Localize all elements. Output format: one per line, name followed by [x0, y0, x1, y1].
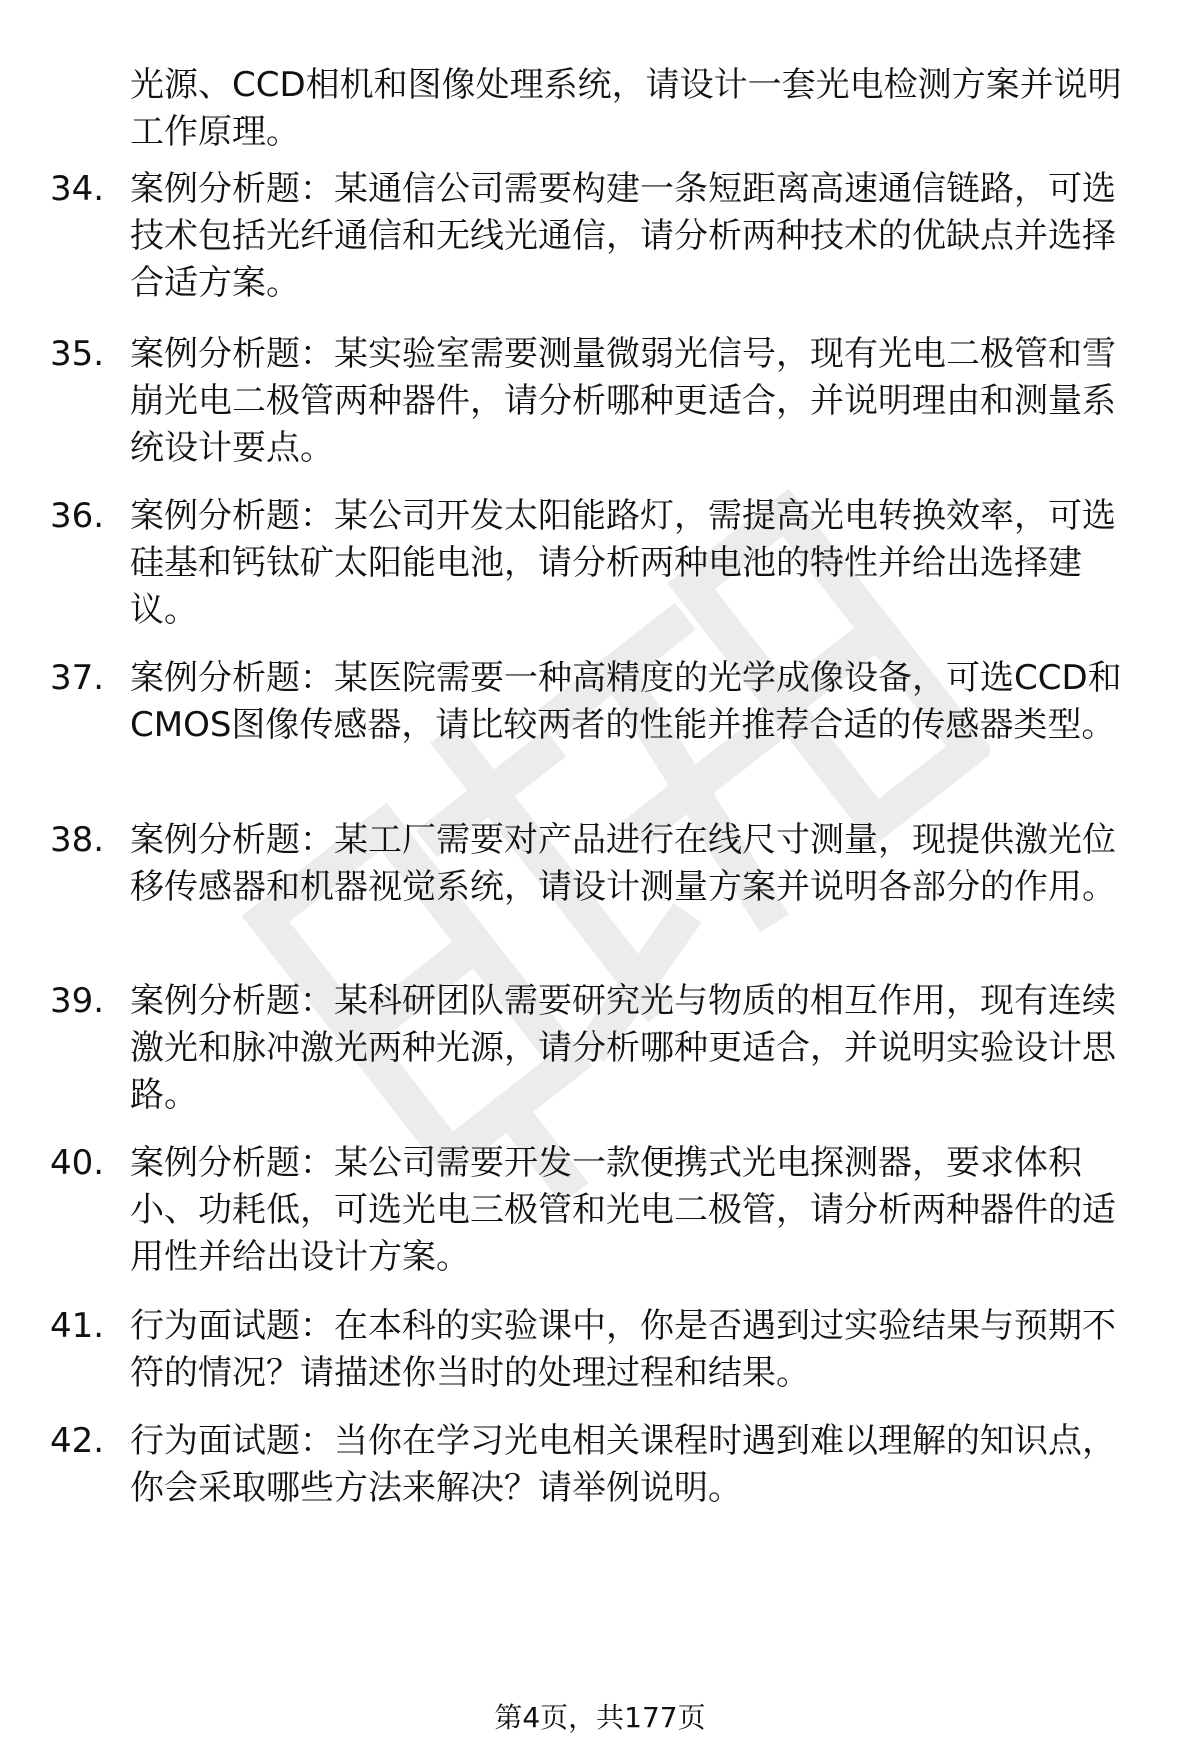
question-number: 38. — [50, 820, 105, 860]
question-number: 39. — [50, 981, 105, 1021]
question-number: 34. — [50, 169, 105, 209]
question-text: 行为面试题：在本科的实验课中，你是否遇到过实验结果与预期不符的情况？请描述你当时的处理过程和结果。 — [130, 1306, 1116, 1393]
question-text: 案例分析题：某工厂需要对产品进行在线尺寸测量，现提供激光位移传感器和机器视觉系统，请设计测量方案并说明各部分的作用。 — [130, 820, 1116, 907]
question-number: 36. — [50, 496, 105, 536]
question-number: 42. — [50, 1421, 105, 1461]
question-text: 案例分析题：某实验室需要测量微弱光信号，现有光电二极管和雪崩光电二极管两种器件，请分析哪种更适合，并说明理由和测量系统设计要点。 — [130, 334, 1116, 468]
question-number: 35. — [50, 334, 105, 374]
page-footer: 第4页，共177页 — [494, 1701, 706, 1734]
question-text: 案例分析题：某公司开发太阳能路灯，需提高光电转换效率，可选硅基和钙钛矿太阳能电池，请分析两种电池的特性并给出选择建议。 — [130, 496, 1116, 630]
question-number: 40. — [50, 1143, 105, 1183]
question-number: 41. — [50, 1306, 105, 1346]
question-text: 案例分析题：某公司需要开发一款便携式光电探测器，要求体积小、功耗低，可选光电三极管和光电二极管，请分析两种器件的适用性并给出设计方案。 — [130, 1143, 1116, 1277]
question-text: 案例分析题：某医院需要一种高精度的光学成像设备，可选CCD和CMOS图像传感器，请比较两者的性能并推荐合适的传感器类型。 — [130, 658, 1122, 745]
question-text: 案例分析题：某科研团队需要研究光与物质的相互作用，现有连续激光和脉冲激光两种光源，请分析哪种更适合，并说明实验设计思路。 — [130, 981, 1116, 1115]
question-text: 行为面试题：当你在学习光电相关课程时遇到难以理解的知识点，你会采取哪些方法来解决？请举例说明。 — [130, 1421, 1116, 1508]
continuation-text: 光源、CCD相机和图像处理系统，请设计一套光电检测方案并说明工作原理。 — [130, 65, 1122, 152]
question-text: 案例分析题：某通信公司需要构建一条短距离高速通信链路，可选技术包括光纤通信和无线光通信，请分析两种技术的优缺点并选择合适方案。 — [130, 169, 1116, 303]
question-number: 37. — [50, 658, 105, 698]
